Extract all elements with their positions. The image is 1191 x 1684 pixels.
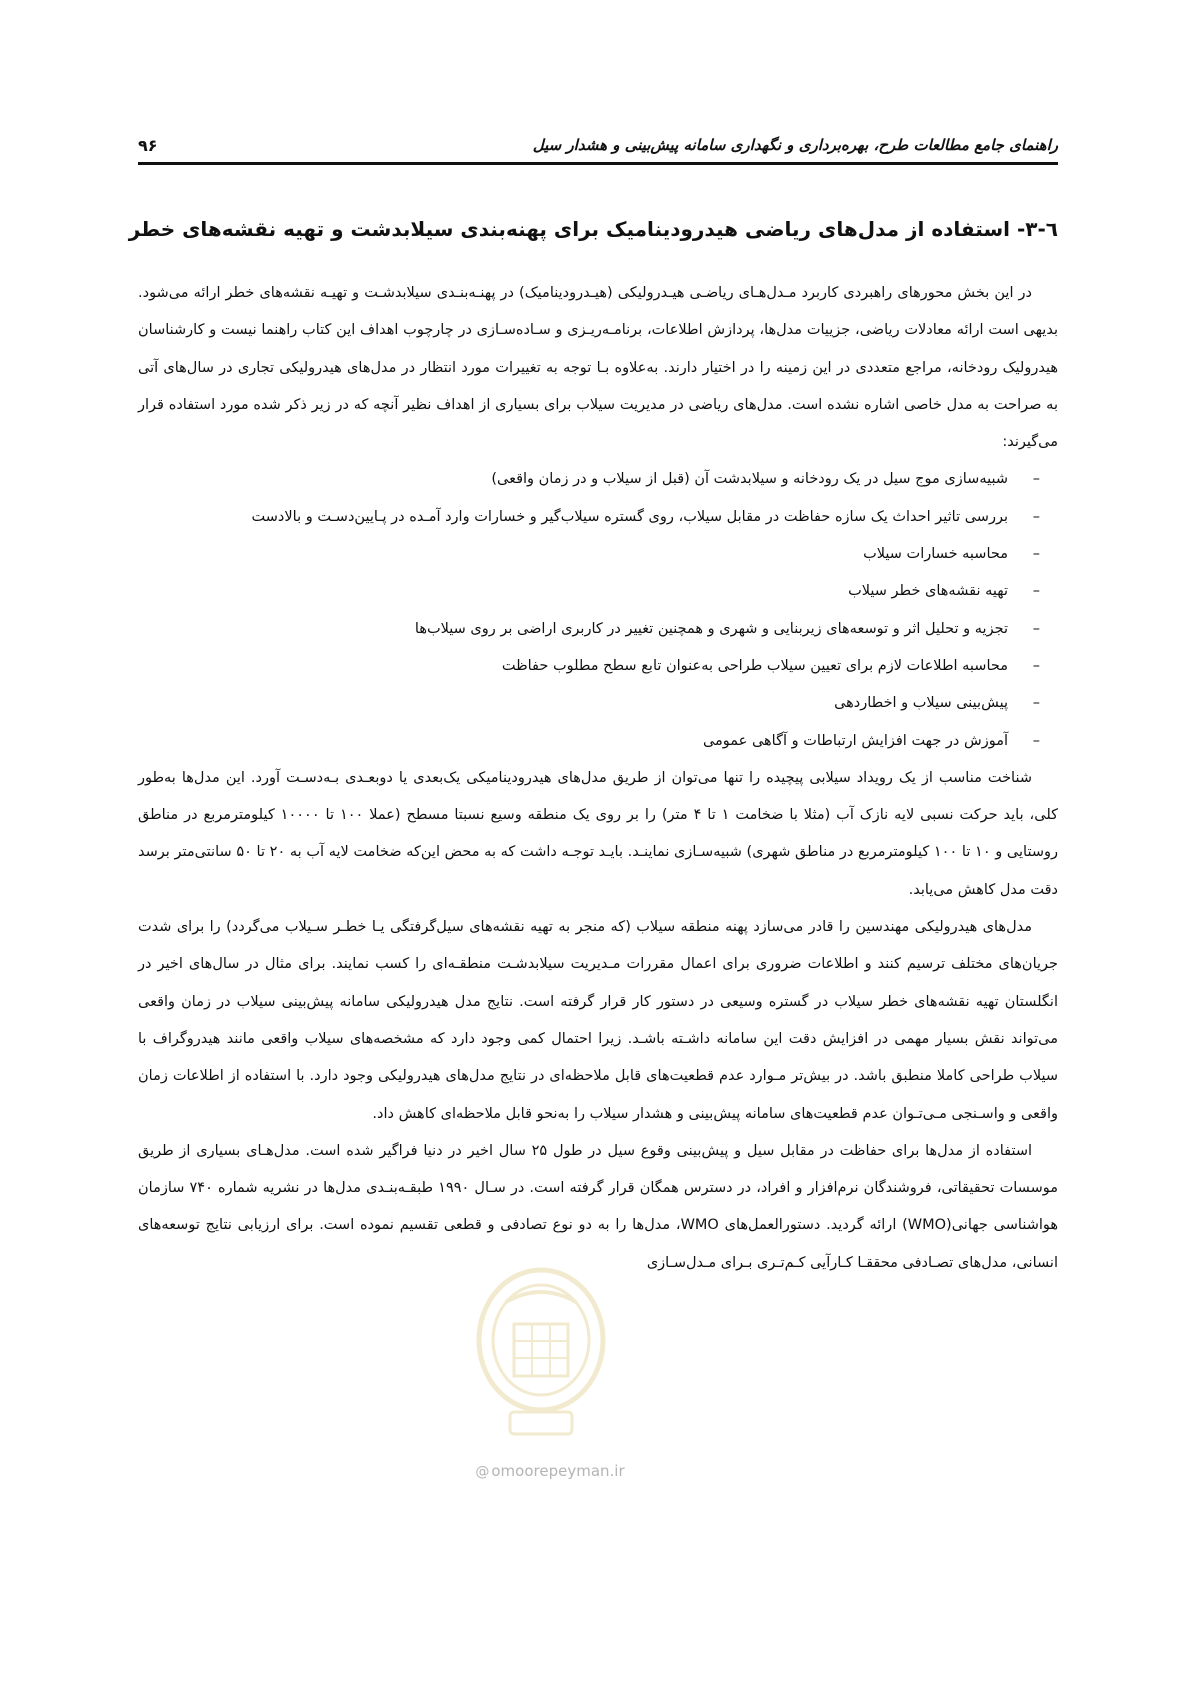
watermark-url-text: omoorepeyman.ir <box>491 1462 625 1480</box>
bullet-item: – آموزش در جهت افزایش ارتباطات و آگاهی عمومی <box>138 723 1058 760</box>
bullet-item: – تهیه نقشه‌های خطر سیلاب <box>138 573 1058 610</box>
bullet-list <box>138 461 1058 759</box>
watermark-url <box>430 1462 670 1480</box>
section-heading: ٦-٣- استفاده از مدل‌های ریاضی هیدرودینامیک برای پهنه‌بندی سیلابدشت و تهیه نقشه‌های خطر <box>128 217 1058 241</box>
paragraph-2: شناخت مناسب از یک رویداد سیلابی پیچیده را تنها می‌توان از طریق مدل‌های هیدرودینامیکی یک‌بعدی یا دوبعـدی بـه‌دسـت آورد. این مدل‌ها به‌طور کلی، باید حرکت نسبی لایه نازک آب (مثلا با ضخامت ۱ تا ۴ متر) را بر روی یک منطقه وسیع نسبتا مسطح (عملا ۱۰۰ تا ۱۰۰۰۰ کیلومترمربع در مناطق روستایی و ۱۰ تا ۱۰۰ کیلومترمربع در مناطق شهری) شبیه‌سـازی نماینـد. بایـد توجـه داشت که به محض این‌که ضخامت لایه آب به ۲۰ تا ۵۰ سانتی‌متر برسد دقت مدل کاهش می‌یابد. <box>138 769 1059 898</box>
paragraph-4: استفاده از مدل‌ها برای حفاظت در مقابل سیل و پیش‌بینی وقوع سیل در طول ۲۵ سال اخیر در دنیا فراگیر شده است. مدل‌هـای بسیاری از طریق موسسات تحقیقاتی، فروشندگان نرم‌افزار و افراد، در دسترس همگان قرار گرفته است. در سـال ۱۹۹۰ طبقـه‌بنـدی مدل‌ها در نشریه شماره ۷۴۰ سازمان هواشناسی جهانی(WMO) ارائه گردید. دستورالعمل‌های WMO، مدل‌ها را به دو نوع تصادفی و قطعی تقسیم نموده است. برای ارزیابی نتایج توسعه‌های انسانی، مدل‌های تصـادفی محققـا کـارآیی کـم‌تـری بـرای مـدل‌سـازی <box>138 1142 1059 1271</box>
bullet-item: – تجزیه و تحلیل اثر و توسعه‌های زیربنایی و شهری و همچنین تغییر در کاربری اراضی بر روی سیلاب‌ها <box>138 611 1058 648</box>
running-title: راهنمای جامع مطالعات طرح، بهره‌برداری و نگهداری سامانه پیش‌بینی و هشدار سیل <box>532 136 1058 154</box>
paragraph-3: مدل‌های هیدرولیکی مهندسین را قادر می‌سازد پهنه منطقه سیلاب (که منجر به تهیه نقشه‌های سیل‌گرفتگی یـا خطـر سـیلاب می‌گردد) را برای شدت جریان‌های مختلف ترسیم کنند و اطلاعات ضروری برای اعمال مقررات مـدیریت سیلابدشـت منطقـه‌ای را کسب نمایند. برای مثال در سال‌های اخیر در انگلستان تهیه نقشه‌های خطر سیلاب در گستره وسیعی در دستور کار قرار گرفته است. نتایج مدل هیدرولیکی سامانه پیش‌بینی سیلاب در زمان واقعی می‌تواند نقش بسیار مهمی در افزایش دقت این سامانه داشـته باشـد. زیرا احتمال کمی وجود دارد که مشخصه‌های سیلاب واقعی مانند هیدروگراف با سیلاب طراحی کاملا منطبق باشد. در بیش‌تر مـوارد عدم قطعیت‌های قابل ملاحظه‌ای در نتایج مدل‌های هیدرولیکی وجود دارد. با استفاده از اطلاعات زمان واقعی و واسـنجی مـی‌تـوان عدم قطعیت‌های سامانه پیش‌بینی و هشدار سیلاب را به‌نحو قابل ملاحظه‌ای کاهش داد. <box>138 919 1058 1122</box>
at-icon: @ <box>475 1464 490 1480</box>
bullet-item: – پیش‌بینی سیلاب و اخطاردهی <box>138 685 1058 722</box>
intro-paragraph: در این بخش محورهای راهبردی کاربرد مـدل‌هـای ریاضـی هیـدرولیکی (هیـدرودینامیک) در پهنـه‌بنـدی سیلابدشـت و تهیـه نقشه‌های خطر ارائه می‌شود. بدیهی است ارائه معادلات ریاضی، جزییات مدل‌ها، پردازش اطلاعات، برنامـه‌ریـزی و سـاده‌سـازی در چارچوب اهداف این کتاب راهنما نیست و کارشناسان هیدرولیک رودخانه، مراجع متعددی در این زمینه را در اختیار دارند. به‌علاوه بـا توجه به تغییرات مورد انتظار در مدل‌های هیدرولیکی تجاری در سال‌های آتی به صراحت به مدل خاصی اشاره نشده است. مدل‌های ریاضی در مدیریت سیلاب برای بسیاری از اهداف نظیر آنچه که در زیر ذکر شده مورد استفاده قرار می‌گیرند: <box>138 285 1058 451</box>
bullet-item: – بررسی تاثیر احداث یک سازه حفاظت در مقابل سیلاب، روی گستره سیلاب‌گیر و خسارات وارد آمـده در پـایین‌دسـت و بالادست <box>138 499 1058 536</box>
body-text <box>138 275 1058 1282</box>
watermark-logo <box>466 1262 616 1442</box>
bullet-item: – محاسبه خسارات سیلاب <box>138 536 1058 573</box>
bullet-item: – شبیه‌سازی موج سیل در یک رودخانه و سیلابدشت آن (قبل از سیلاب و در زمان واقعی) <box>138 461 1058 498</box>
running-header <box>138 128 1058 165</box>
bullet-item: – محاسبه اطلاعات لازم برای تعیین سیلاب طراحی به‌عنوان تابع سطح مطلوب حفاظت <box>138 648 1058 685</box>
page-number: ۹۶ <box>138 135 158 155</box>
